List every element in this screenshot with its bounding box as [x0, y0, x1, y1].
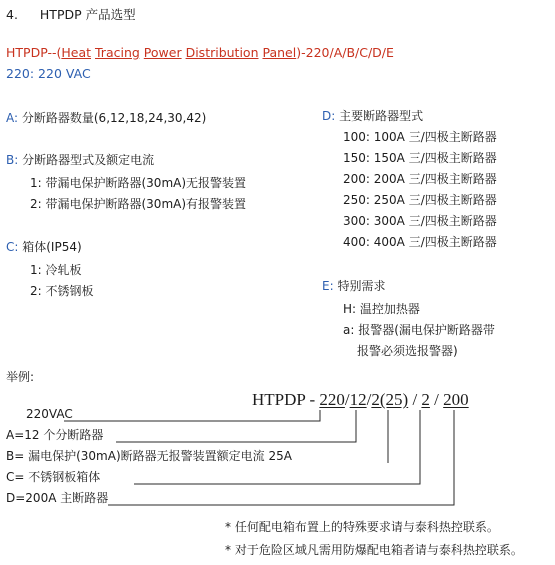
section-e-desc: 报警器(漏电保护断路器带 — [358, 323, 495, 337]
section-e-option-h: H: 温控加热器 — [343, 302, 420, 316]
section-d-letter: D: — [322, 109, 336, 123]
section-c-letter: C: — [6, 240, 19, 254]
section-e-letter: E: — [322, 279, 334, 293]
example-seg-a: 12 — [349, 390, 367, 409]
model-prefix: HTPDP--( — [6, 45, 62, 60]
section-d-label: 主要断路器型式 — [339, 109, 424, 123]
section-d-desc: 250A 三/四极主断路器 — [373, 193, 497, 207]
note-1: * 任何配电箱布置上的特殊要求请与泰科热控联系。 — [225, 520, 499, 534]
section-title: HTPDP 产品选型 — [39, 7, 136, 22]
example-explanation-a: A=12 个分断路器 — [6, 428, 104, 442]
example-seg-d: 200 — [443, 390, 469, 409]
section-b-option-2: 2: 带漏电保护断路器(30mA)有报警装置 — [30, 197, 247, 211]
section-b-letter: B: — [6, 153, 19, 167]
example-code-prefix: HTPDP - — [252, 390, 320, 409]
section-b-label: 分断路器型式及额定电流 — [22, 153, 155, 167]
example-code: HTPDP - 220/12/2(25) / 2 / 200 — [252, 390, 469, 409]
section-e-option-a: a: 报警器(漏电保护断路器带 — [343, 323, 495, 337]
section-d-code: 100: — [343, 130, 370, 144]
section-a-label: 分断路器数量(6,12,18,24,30,42) — [21, 111, 207, 125]
example-title: 举例: — [6, 370, 35, 384]
section-e-continuation: 报警必须选报警器) — [357, 344, 458, 358]
model-word-power: Power — [143, 45, 182, 60]
section-e-code: H — [343, 302, 353, 316]
section-b-option-1: 1: 带漏电保护断路器(30mA)无报警装置 — [30, 176, 247, 190]
section-d-code: 300: — [343, 214, 370, 228]
example-explanation-voltage: 220VAC — [26, 407, 73, 421]
section-c-label: 箱体(IP54) — [22, 240, 82, 254]
example-explanation-b: B= 漏电保护(30mA)断路器无报警装置额定电流 25A — [6, 449, 292, 463]
section-e-desc: 温控加热器 — [359, 302, 420, 316]
section-e-label: 特别需求 — [337, 279, 386, 293]
example-explanation-c: C= 不锈钢板箱体 — [6, 470, 101, 484]
section-c-option-2: 2: 不锈钢板 — [30, 284, 94, 298]
example-seg-voltage: 220 — [319, 390, 345, 409]
model-word-panel: Panel — [262, 45, 297, 60]
example-explanation-d: D=200A 主断路器 — [6, 491, 109, 505]
model-word-distribution: Distribution — [185, 45, 259, 60]
voltage-line: 220: 220 VAC — [6, 66, 91, 81]
section-number: 4. — [6, 7, 18, 22]
voltage-code: 220 — [6, 66, 30, 81]
section-d-code: 150: — [343, 151, 370, 165]
section-d-desc: 200A 三/四极主断路器 — [373, 172, 497, 186]
voltage-label: 220 VAC — [38, 66, 91, 81]
section-a-letter: A: — [6, 111, 19, 125]
section-d-desc: 400A 三/四极主断路器 — [373, 235, 497, 249]
section-d-desc: 100A 三/四极主断路器 — [373, 130, 497, 144]
section-d-code: 400: — [343, 235, 370, 249]
section-d-desc: 300A 三/四极主断路器 — [373, 214, 497, 228]
leader-voltage — [64, 410, 320, 421]
section-c-option-1: 1: 冷轧板 — [30, 263, 82, 277]
example-seg-c: 2 — [421, 390, 430, 409]
model-word-heat: Heat — [61, 45, 92, 60]
example-seg-b: 2(25) — [371, 390, 409, 409]
section-d-code: 200: — [343, 172, 370, 186]
model-suffix: )-220/A/B/C/D/E — [296, 45, 394, 60]
model-word-tracing: Tracing — [95, 45, 140, 60]
section-d-code: 250: — [343, 193, 370, 207]
section-d-desc: 150A 三/四极主断路器 — [373, 151, 497, 165]
note-2: * 对于危险区域凡需用防爆配电箱者请与泰科热控联系。 — [225, 543, 523, 557]
section-e-code: a — [343, 323, 351, 337]
